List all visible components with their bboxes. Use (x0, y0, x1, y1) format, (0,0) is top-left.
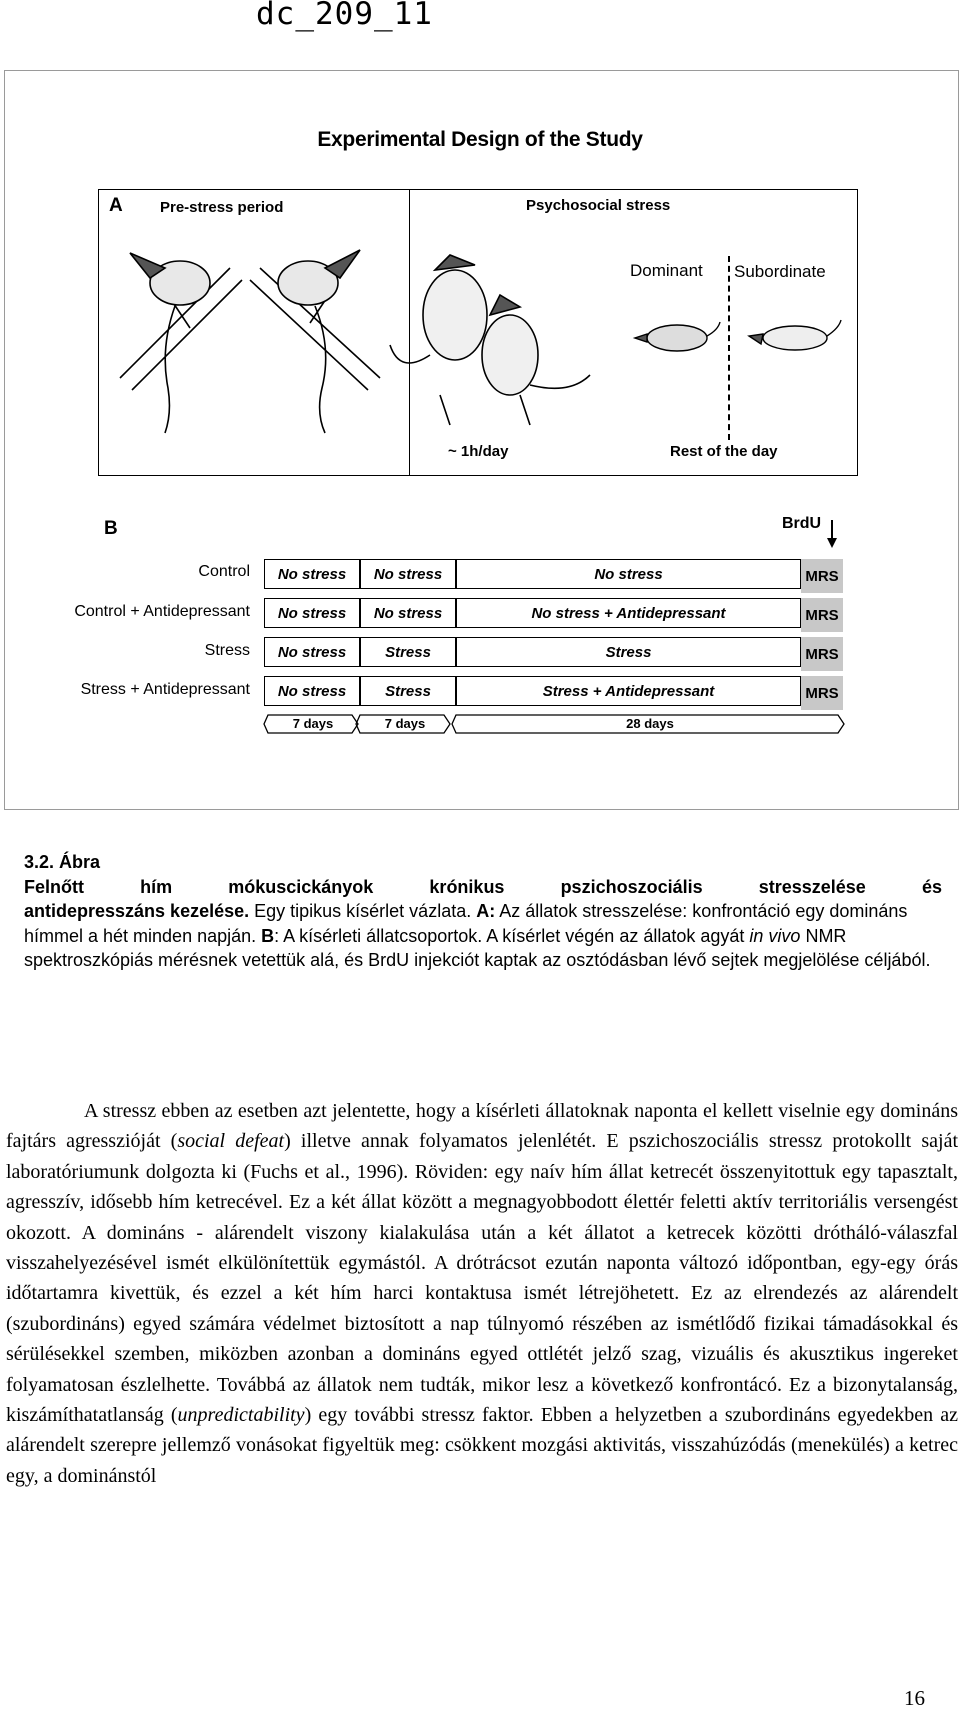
timeline-phase2: 7 days (384, 716, 426, 731)
psychosocial-stress-label: Psychosocial stress (526, 197, 671, 214)
row3-phase1-cell: No stress (264, 637, 360, 667)
row2-mrs: MRS (801, 598, 843, 632)
group-label-control-antidepressant: Control + Antidepressant (74, 603, 250, 620)
dominant-label: Dominant (630, 261, 703, 280)
body-text-part: ) illetve annak folyamatos jelenlétét. E pszichoszociális stressz protokollt saját laboratóriumunk dolgozta ki (Fuchs et al., 1996). Röviden: egy naív hím állat ketrecét összenyitottuk egy tapasztalt, agresszív, idősebb hím ketrecével. Ez a két állat között a megnagyobbodott élettér feletti aktív territoriális versengést okozott. A domináns - alárendelt viszony kialakulása után a két állatot a ketrecek közötti drótháló-válaszfal visszahelyezésével ismét elkülönítettük egymástól. A drótrácsot ezután naponta változó időpontban, egy-egy órás időtartamra kivettük, és ezzel a két hím harci kontaktusa ismét létrejöhetett. Ez az elrendezés az alárendelt (szubordináns) egyed számára védelmet biztosított a nap túlnyomó részében az ismétlődő fizikai támadásokkal és sérülésekkel szemben, miközben azonban a domináns egyed ottlétét jelző szag, vizuális és akusztikus ingereket folyamatosan észlelhette. Továbbá az állatok nem tudták, mikor lesz a következő konfrontácó. Ez a bizonytalanság, kiszámíthatatlanság ( (6, 1130, 959, 1427)
figure-title: Experimental Design of the Study (317, 128, 643, 151)
panel-b-label: B (104, 518, 118, 539)
body-italic-unpredictability: unpredictability (177, 1404, 305, 1427)
subordinate-label: Subordinate (734, 262, 826, 281)
page-number: 16 (904, 1686, 925, 1710)
panel-a-label: A (109, 195, 123, 216)
body-text-part: ) egy további stressz faktor. Ebben a helyzetben a szubordináns egyedekben az alárendelt szerepre jellemző vonásokat figyeltük meg: csökkent mozgási aktivitás, visszahúzódás (menekülés) a ketrec egy, a dominánstól (6, 1404, 959, 1487)
caption-word: pszichoszociális (560, 876, 703, 897)
rest-of-day-label: Rest of the day (670, 443, 778, 460)
caption-title-line (24, 875, 942, 900)
row4-phase1-cell: No stress (264, 676, 360, 706)
row2-phase1-cell: No stress (264, 598, 360, 628)
caption-b-text: : A kísérleti állatcsoportok. A kísérlet végén az állatok agyát (274, 925, 750, 946)
row1-phase1-cell: No stress (264, 559, 360, 589)
group-label-control: Control (198, 563, 250, 580)
dominant-subordinate-separator (728, 256, 730, 440)
caption-a-text: Az állatok stresszelése: konfrontáció egy domináns hímmel a hét minden napján. (24, 901, 908, 946)
row2-phase3-cell: No stress + Antidepressant (456, 598, 801, 628)
subordinate-shrew-illustration (745, 316, 845, 361)
row1-mrs: MRS (801, 559, 843, 593)
brdu-label: BrdU (782, 515, 822, 532)
row3-phase2-cell: Stress (360, 637, 456, 667)
caption-word: és (921, 876, 942, 897)
fighting-tree-shrews-illustration (380, 245, 610, 430)
caption-text (24, 899, 942, 973)
caption-word: Felnőtt (24, 876, 84, 897)
document-id: dc_209_11 (256, 0, 433, 32)
caption-word: mókuscickányok (228, 876, 374, 897)
caption-number: 3.2. Ábra (24, 852, 101, 872)
dominant-shrew-illustration (632, 314, 722, 359)
timeline-phase1: 7 days (292, 716, 334, 731)
body-paragraph (6, 1096, 958, 1491)
timeline-phase3: 28 days (626, 716, 674, 731)
tree-shrew-pre-stress-illustration (110, 228, 410, 438)
caption-sentence: Egy tipikus kísérlet vázlata. (249, 901, 477, 921)
pre-stress-period-label: Pre-stress period (160, 199, 284, 216)
group-label-stress: Stress (204, 642, 250, 659)
caption-bold-cont: antidepresszáns kezelése. (24, 901, 250, 921)
hour-per-day-label: ~ 1h/day (448, 443, 509, 460)
group-label-stress-antidepressant: Stress + Antidepressant (80, 681, 250, 698)
body-text-part: A stressz ebben az esetben azt jelentette, hogy a kísérleti állatoknak naponta el kellett viselnie egy domináns fajtárs agresszióját ( (6, 1100, 958, 1153)
brdu-arrow-icon (825, 520, 839, 550)
caption-word: krónikus (429, 876, 505, 897)
caption-word: stresszelése (758, 876, 866, 897)
figure-caption (24, 850, 942, 973)
row4-phase3-cell: Stress + Antidepressant (456, 676, 801, 706)
caption-key-a: A: (476, 901, 496, 921)
row3-mrs: MRS (801, 637, 843, 671)
caption-key-b: B (261, 925, 275, 946)
caption-tail: NMR spektroszkópiás mérésnek vetettük alá, és BrdU injekciót kaptak az osztódásban lévő sejtek megjelölése céljából. (24, 925, 931, 970)
body-italic-social-defeat: social defeat (177, 1130, 285, 1153)
row1-phase3-cell: No stress (456, 559, 801, 589)
row4-mrs: MRS (801, 676, 843, 710)
caption-in-vivo: in vivo (749, 925, 801, 946)
row4-phase2-cell: Stress (360, 676, 456, 706)
row3-phase3-cell: Stress (456, 637, 801, 667)
caption-word: hím (140, 876, 173, 897)
row1-phase2-cell: No stress (360, 559, 456, 589)
row2-phase2-cell: No stress (360, 598, 456, 628)
